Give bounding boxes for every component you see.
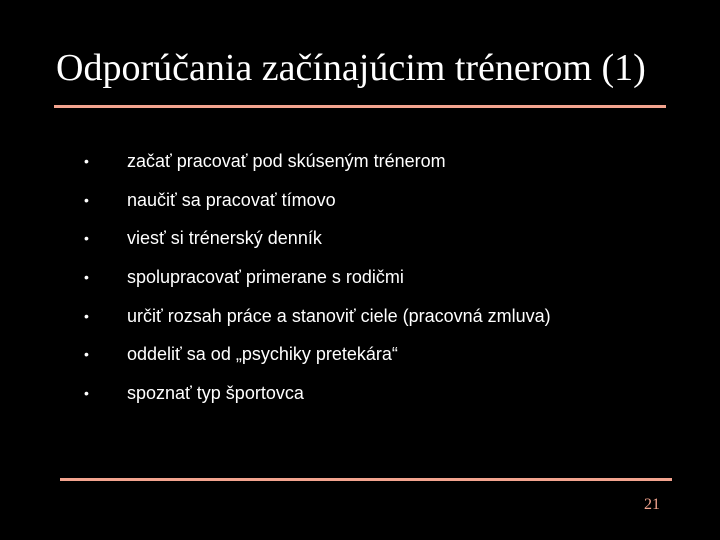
list-item <box>0 258 720 297</box>
bullet-text: spolupracovať primerane s rodičmi <box>127 267 404 288</box>
slide-title: Odporúčania začínajúcim trénerom (1) <box>56 47 646 89</box>
title-divider <box>54 105 666 108</box>
list-item <box>0 181 720 220</box>
bullet-list <box>0 142 720 413</box>
bullet-text: spoznať typ športovca <box>127 383 304 404</box>
footer-divider <box>60 478 672 481</box>
list-item <box>0 374 720 413</box>
bullet-text: oddeliť sa od „psychiky pretekára“ <box>127 344 398 365</box>
bullet-icon: • <box>84 153 89 169</box>
list-item <box>0 335 720 374</box>
bullet-text: určiť rozsah práce a stanoviť ciele (pracovná zmluva) <box>127 305 551 326</box>
bullet-icon: • <box>84 191 89 208</box>
bullet-icon: • <box>84 346 89 363</box>
list-item <box>0 142 720 181</box>
bullet-icon: • <box>84 230 89 247</box>
bullet-icon: • <box>84 307 89 324</box>
bullet-text: začať pracovať pod skúseným trénerom <box>127 151 446 171</box>
page-number: 21 <box>644 496 660 513</box>
bullet-text: naučiť sa pracovať tímovo <box>127 189 336 210</box>
bullet-icon: • <box>84 385 89 402</box>
list-item <box>0 297 720 336</box>
bullet-icon: • <box>84 269 89 286</box>
list-item <box>0 219 720 258</box>
bullet-text: viesť si trénerský denník <box>127 228 322 249</box>
